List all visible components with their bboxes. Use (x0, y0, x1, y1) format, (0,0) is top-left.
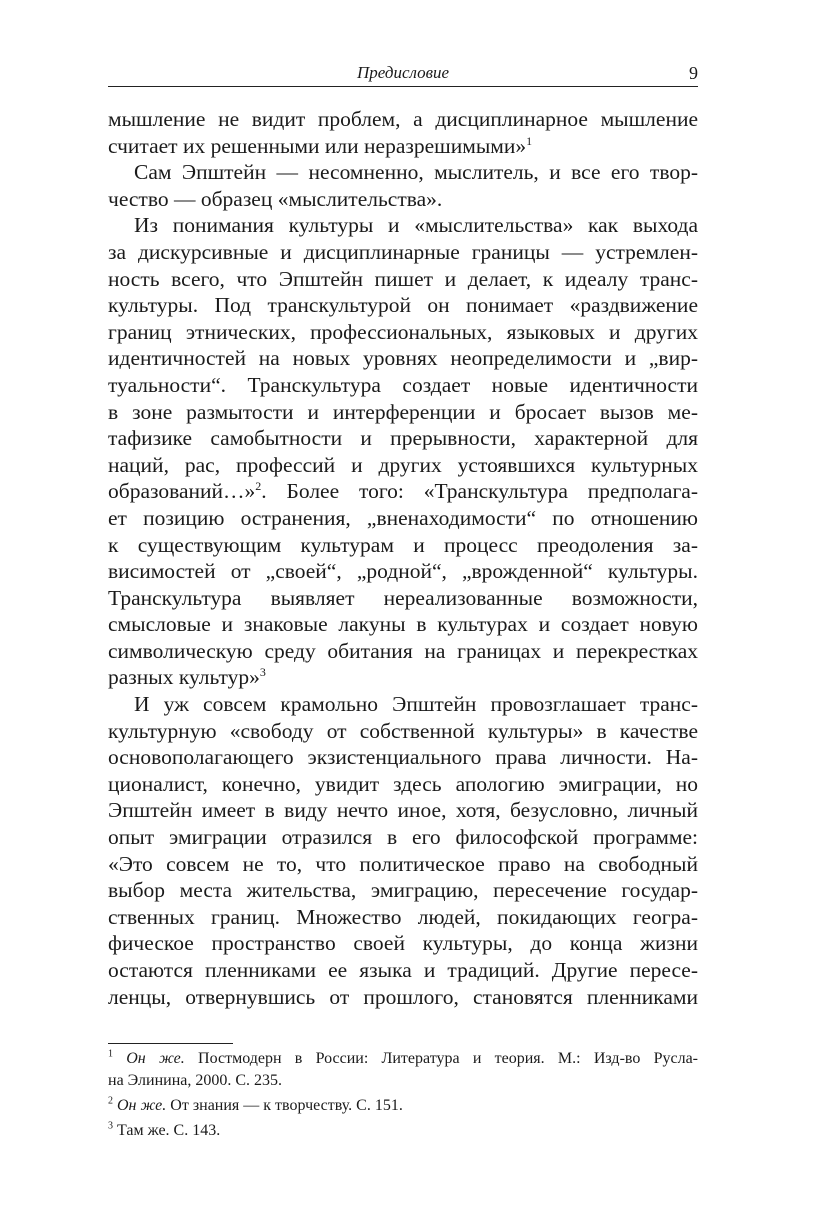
text-line: культуры. Под транскультурой он понимает «раздвижение (108, 293, 698, 318)
text-line: культурную «свободу от собственной культуры» в качестве (108, 718, 698, 743)
text-line: в зоне размытости и интерференции и бросает вызов ме- (108, 399, 698, 424)
text-line: Эпштейн имеет в виду нечто иное, хотя, безусловно, личный (108, 798, 698, 823)
footnote-author: Он же. (126, 1050, 185, 1067)
text-span: образований…» (108, 479, 256, 504)
text-line: выбор места жительства, эмиграцию, пересечение государ- (108, 878, 698, 903)
footnote-line (108, 1120, 698, 1142)
text-line: «Это совсем не то, что политическое право на свободный (108, 851, 698, 876)
text-line: ность всего, что Эпштейн пишет и делает, к идеалу транс- (108, 266, 698, 291)
text-line: Транскультура выявляет нереализованные возможности, (108, 585, 698, 610)
text-line: основополагающего экзистенциального права личности. На- (108, 745, 698, 770)
paragraph-2 (108, 159, 698, 212)
paragraph-1 (108, 106, 698, 159)
footnote-text: Там же. С. 143. (113, 1122, 221, 1139)
footnote-line (108, 1048, 698, 1070)
header-rule (108, 86, 698, 87)
text-line (108, 133, 698, 160)
footnote-3 (108, 1120, 698, 1142)
text-line: ционалист, конечно, увидит здесь апологию эмиграции, но (108, 771, 698, 796)
running-title: Предисловие (356, 63, 450, 82)
text-line: к существующим культурам и процесс преодоления за- (108, 532, 698, 557)
text-line (108, 664, 698, 691)
footnote-ref[interactable]: 1 (526, 133, 533, 148)
running-header (108, 62, 698, 86)
text-line: опыт эмиграции отразился в его философской программе: (108, 825, 698, 850)
text-line: чество — образец «мыслительства». (108, 186, 443, 211)
footnote-ref[interactable]: 3 (259, 665, 266, 680)
text-line: туальности“. Транскультура создает новые идентичности (108, 372, 698, 397)
footnote-text: От знания — к творчеству. С. 151. (166, 1097, 403, 1114)
page-number: 9 (689, 63, 698, 83)
text-line (108, 478, 698, 505)
text-line: остаются пленниками ее языка и традиций. Другие пересе- (108, 958, 698, 982)
text-line: ленцы, отвернувшись от прошлого, становятся пленниками (108, 984, 698, 1009)
text-line: Сам Эпштейн — несомненно, мыслитель, и все его твор- (134, 160, 698, 185)
footnote-rule (108, 1043, 233, 1044)
footnote-number: 1 (108, 1048, 113, 1060)
text-line: наций, рас, профессий и других устоявшихся культурных (108, 452, 698, 477)
text-line: смысловые и знаковые лакуны в культурах и создает новую (108, 612, 698, 637)
footnote-number: 3 (108, 1120, 113, 1132)
text-line: символическую среду обитания на границах и перекрестках (108, 638, 698, 663)
text-line: ет позицию остранения, „вненаходимости“ по отношению (108, 505, 698, 530)
footnote-author: Он же. (117, 1097, 167, 1114)
footnote-2 (108, 1095, 698, 1117)
text-line: фическое пространство своей культуры, до конца жизни (108, 931, 698, 956)
text-line: идентичностей на новых уровнях неопределимости и „вир- (108, 346, 698, 371)
text-span: разных культур» (108, 665, 260, 690)
text-line: висимостей от „своей“, „родной“, „врожденной“ культуры. (108, 559, 698, 584)
paragraph-4 (108, 691, 698, 1010)
main-text (108, 106, 698, 1010)
text-span: считает их решенными или неразрешимыми» (108, 133, 527, 158)
footnotes (108, 1048, 698, 1145)
text-line: тафизике самобытности и прерывности, характерной для (108, 426, 698, 451)
text-line: границ этнических, профессиональных, языковых и других (108, 319, 698, 344)
text-line: Из понимания культуры и «мыслительства» как выхода (134, 213, 698, 238)
footnote-text: Постмодерн в России: Литература и теория. М.: Изд-во Русла- (184, 1050, 698, 1067)
footnote-ref[interactable]: 2 (255, 479, 262, 494)
text-line: за дискурсивные и дисциплинарные границы — устремлен- (108, 239, 698, 264)
footnote-line: на Элинина, 2000. С. 235. (108, 1072, 283, 1089)
footnote-number: 2 (108, 1095, 113, 1107)
text-line: мышление не видит проблем, а дисциплинарное мышление (108, 107, 698, 131)
footnote-line (108, 1095, 698, 1117)
text-line: И уж совсем крамольно Эпштейн провозглашает транс- (134, 692, 698, 717)
paragraph-3 (108, 212, 698, 691)
footnote-1 (108, 1048, 698, 1092)
text-span: . Более того: «Транскультура предполага- (261, 479, 698, 504)
text-line: ственных границ. Множество людей, покидающих геогра- (108, 904, 698, 929)
